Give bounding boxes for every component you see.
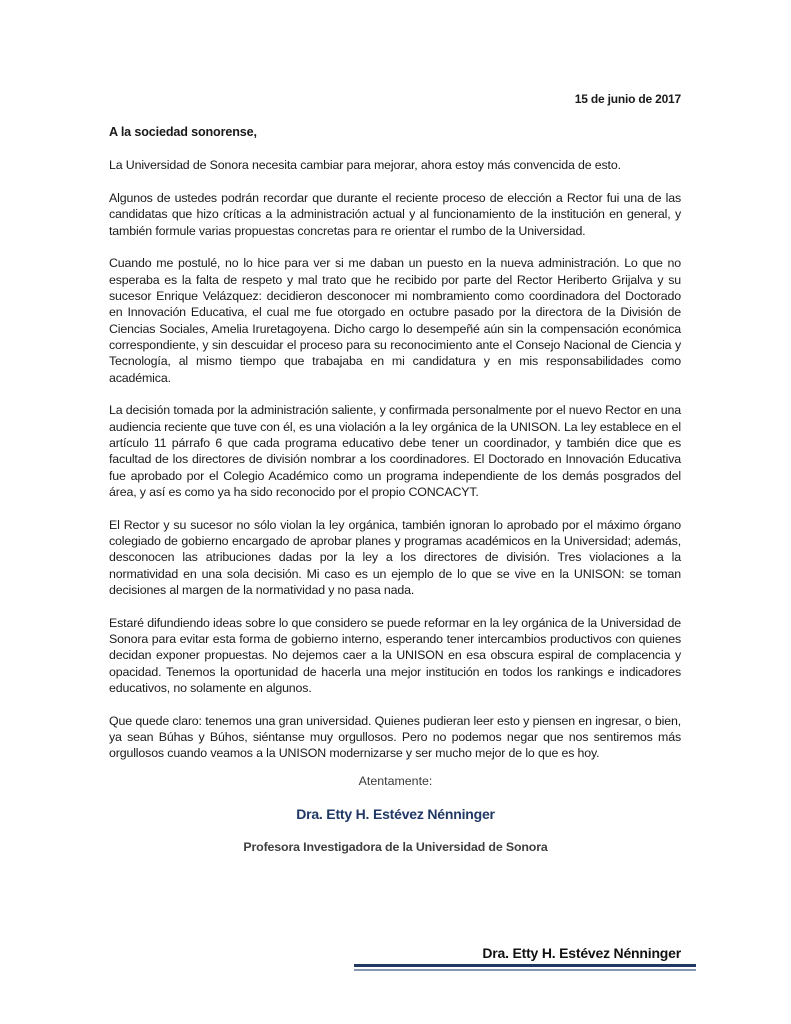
letter-paragraph: La decisión tomada por la administración saliente, y confirmada personalmente por el nuevo Rector en una audiencia reciente que tuve con él, es una violación a la ley orgánica de la UNISON. La ley establece en el artículo 11 párrafo 6 que cada programa educativo debe tener un coordinador, y también dice que es facultad de los directores de división nombrar a los coordinadores. El Doctorado en Innovación Educativa fue aprobado por el Colegio Académico como un programa independiente de los demás posgrados del área, y así es como ya ha sido reconocido por el propio CONCACYT.: [109, 403, 681, 499]
letter-paragraph: La Universidad de Sonora necesita cambiar para mejorar, ahora estoy más convencida de esto.: [109, 158, 621, 173]
letter-closing: Atentamente:: [358, 774, 433, 788]
signature-title: Profesora Investigadora de la Universidad de Sonora: [243, 840, 548, 854]
letter-date: 15 de junio de 2017: [574, 92, 681, 106]
footer-rule-thin: [354, 969, 696, 971]
letter-paragraph: Que quede claro: tenemos una gran universidad. Quienes pudieran leer esto y piensen en ingresar, o bien, ya sean Búhas y Búhos, siéntanse muy orgullosos. Pero no podemos negar que nos sentiremos más orgullosos cuando veamos a la UNISON modernizarse y ser mucho mejor de lo que es hoy.: [109, 713, 681, 761]
letter-paragraph: Cuando me postulé, no lo hice para ver si me daban un puesto en la nueva administración. Lo que no esperaba es la falta de respeto y mal trato que he recibido por parte del Rector Heriberto Grijalva y su sucesor Enrique Velázquez: decidieron desconocer mi nombramiento como coordinadora del Doctorado en Innovación Educativa, el cual me fue otorgado en octubre pasado por la directora de la División de Ciencias Sociales, Amelia Iruretagoyena. Dicho cargo lo desempeñé aún sin la compensación económica correspondiente, y sin descuidar el proceso para su reconocimiento ante el Consejo Nacional de Ciencia y Tecnología, al mismo tiempo que trabajaba en mi candidatura y en mis responsabilidades como académica.: [109, 256, 681, 385]
letter-salutation: A la sociedad sonorense,: [109, 125, 257, 139]
signature-name: Dra. Etty H. Estévez Nénninger: [296, 806, 495, 822]
letter-paragraph: Algunos de ustedes podrán recordar que durante el reciente proceso de elección a Rector fui una de las candidatas que hizo críticas a la administración actual y al funcionamiento de la institución en general, y también formule varias propuestas concretas para re orientar el rumbo de la Universidad.: [109, 191, 681, 238]
letter-paragraph: Estaré difundiendo ideas sobre lo que considero se puede reformar en la ley orgánica de la Universidad de Sonora para evitar esta forma de gobierno interno, esperando tener intercambios productivos con quienes decidan exponer propuestas. No dejemos caer a la UNISON en esa obscura espiral de complacencia y opacidad. Tenemos la oportunidad de hacerla una mejor institución en todos los rankings e indicadores educativos, no solamente en algunos.: [109, 615, 681, 695]
footer-rule: [354, 964, 696, 973]
letter-paragraph: El Rector y su sucesor no sólo violan la ley orgánica, también ignoran lo aprobado por el máximo órgano colegiado de gobierno encargado de aprobar planes y programas académicos en la Universidad; además, desconocen las atribuciones dadas por la ley a los directores de división. Tres violaciones a la normatividad en una sola decisión. Mi caso es un ejemplo de lo que se vive en la UNISON: se toman decisiones al margen de la normatividad y no pasa nada.: [109, 517, 681, 597]
letter-body: [109, 124, 681, 778]
footer-name: Dra. Etty H. Estévez Nénninger: [482, 945, 681, 961]
footer-rule-thick: [354, 964, 696, 967]
